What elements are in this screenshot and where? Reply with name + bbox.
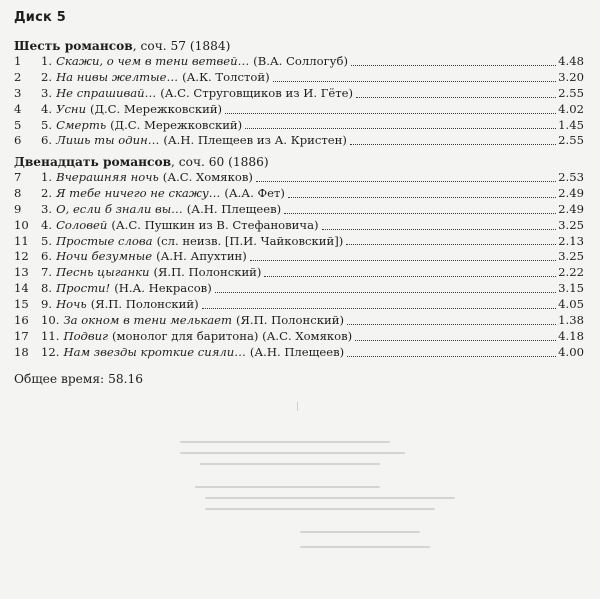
track-row bbox=[14, 297, 584, 313]
dot-leader bbox=[350, 143, 556, 145]
track-list bbox=[14, 170, 584, 361]
track-author: (А.А. Фет) bbox=[224, 185, 285, 200]
track-number: 3 bbox=[14, 85, 22, 100]
track-number: 14 bbox=[14, 281, 29, 296]
track-title: Ночь bbox=[56, 297, 87, 312]
track-duration: 2.53 bbox=[558, 170, 584, 184]
track-title: Прости! bbox=[56, 281, 111, 296]
track-entry bbox=[41, 313, 584, 329]
track-author: (А.Н. Плещеев) bbox=[186, 201, 282, 216]
track-entry bbox=[41, 118, 584, 134]
track-number: 15 bbox=[14, 297, 29, 312]
track-number: 10 bbox=[14, 217, 29, 232]
track-number: 13 bbox=[14, 265, 29, 280]
track-list bbox=[14, 54, 584, 149]
track-title: Подвиг bbox=[63, 328, 108, 343]
dot-leader bbox=[245, 127, 556, 129]
dot-leader bbox=[215, 291, 556, 293]
track-entry bbox=[41, 281, 584, 297]
show-through-mark bbox=[297, 402, 298, 411]
track-row bbox=[14, 265, 584, 281]
show-through-mark bbox=[205, 508, 435, 510]
track-duration: 2.55 bbox=[558, 133, 584, 148]
track-author: (В.А. Соллогуб) bbox=[253, 54, 349, 68]
section-heading bbox=[14, 154, 584, 170]
track-entry bbox=[41, 218, 584, 234]
track-row bbox=[14, 329, 584, 345]
section-opus: , соч. 57 (1884) bbox=[132, 39, 231, 53]
dot-leader bbox=[346, 243, 556, 245]
track-index: 5. bbox=[41, 233, 53, 248]
show-through-mark bbox=[300, 531, 420, 533]
track-lead bbox=[41, 54, 348, 70]
dot-leader bbox=[250, 259, 556, 261]
track-index: 6. bbox=[41, 249, 53, 264]
track-duration: 2.49 bbox=[558, 185, 584, 200]
track-entry bbox=[41, 249, 584, 265]
track-duration: 1.45 bbox=[558, 117, 584, 132]
total-time-label: Общее время: bbox=[14, 372, 105, 386]
track-lead bbox=[41, 102, 222, 118]
track-lead bbox=[41, 345, 344, 361]
track-author: (А.С. Хомяков) bbox=[162, 170, 253, 184]
track-index: 8. bbox=[41, 281, 53, 296]
track-lead bbox=[41, 313, 344, 329]
track-number: 1 bbox=[14, 54, 22, 68]
dot-leader bbox=[264, 275, 556, 277]
section-name: Шесть романсов bbox=[14, 39, 133, 53]
dot-leader bbox=[355, 339, 556, 341]
track-row bbox=[14, 118, 584, 134]
track-title: Песнь цыганки bbox=[56, 265, 150, 280]
track-row bbox=[14, 54, 584, 70]
track-duration: 2.55 bbox=[558, 85, 584, 100]
track-lead bbox=[41, 170, 253, 186]
track-index: 3. bbox=[41, 201, 53, 216]
dot-leader bbox=[347, 355, 556, 357]
track-index: 7. bbox=[41, 265, 53, 280]
dot-leader bbox=[284, 212, 556, 214]
track-number: 9 bbox=[14, 201, 22, 216]
track-duration: 3.25 bbox=[558, 249, 584, 264]
track-lead bbox=[41, 186, 285, 202]
track-title: Соловей bbox=[56, 217, 108, 232]
track-lead bbox=[41, 249, 247, 265]
track-author: (А.С. Струговщиков из И. Гёте) bbox=[160, 85, 354, 100]
track-row bbox=[14, 234, 584, 250]
track-row bbox=[14, 86, 584, 102]
track-title: Не спрашивай… bbox=[56, 85, 157, 100]
track-entry bbox=[41, 86, 584, 102]
dot-leader bbox=[288, 196, 556, 198]
dot-leader bbox=[225, 112, 556, 114]
track-title: О, если б знали вы… bbox=[56, 201, 183, 216]
track-index: 5. bbox=[41, 117, 53, 132]
track-row bbox=[14, 313, 584, 329]
track-duration: 2.13 bbox=[558, 233, 584, 248]
section-six-romances bbox=[14, 38, 584, 149]
track-row bbox=[14, 218, 584, 234]
track-title: Смерть bbox=[56, 117, 107, 132]
show-through-mark bbox=[300, 546, 430, 548]
track-index: 1. bbox=[41, 54, 53, 68]
track-index: 1. bbox=[41, 170, 53, 184]
track-lead bbox=[41, 297, 199, 313]
track-lead bbox=[41, 281, 212, 297]
dot-leader bbox=[322, 228, 557, 230]
track-index: 12. bbox=[41, 344, 60, 359]
track-index: 4. bbox=[41, 217, 53, 232]
disc-title: Диск 5 bbox=[14, 10, 66, 25]
track-number: 6 bbox=[14, 133, 22, 148]
track-title: Я тебе ничего не скажу… bbox=[56, 185, 221, 200]
track-entry bbox=[41, 102, 584, 118]
track-title: Лишь ты один… bbox=[56, 133, 160, 148]
dot-leader bbox=[273, 80, 557, 82]
section-twelve-romances bbox=[14, 154, 584, 361]
track-lead bbox=[41, 202, 281, 218]
dot-leader bbox=[202, 307, 557, 309]
track-row bbox=[14, 186, 584, 202]
track-lead bbox=[41, 118, 242, 134]
track-row bbox=[14, 281, 584, 297]
track-lead bbox=[41, 265, 261, 281]
section-heading bbox=[14, 38, 584, 54]
track-row bbox=[14, 202, 584, 218]
track-number: 16 bbox=[14, 313, 29, 328]
track-index: 4. bbox=[41, 101, 53, 116]
track-author: (Я.П. Полонский) bbox=[90, 297, 199, 312]
track-title: На нивы желтые… bbox=[56, 69, 179, 84]
track-row bbox=[14, 133, 584, 149]
track-author: (Д.С. Мережковский) bbox=[110, 117, 243, 132]
track-title: Скажи, о чем в тени ветвей… bbox=[56, 54, 250, 68]
section-opus: , соч. 60 (1886) bbox=[171, 155, 269, 169]
track-duration: 3.25 bbox=[558, 217, 584, 232]
track-duration: 4.48 bbox=[558, 54, 584, 68]
track-number: 5 bbox=[14, 117, 22, 132]
track-row bbox=[14, 102, 584, 118]
track-entry bbox=[41, 345, 584, 361]
show-through-mark bbox=[195, 486, 380, 488]
track-index: 10. bbox=[41, 313, 60, 328]
track-title: Нам звезды кроткие сияли… bbox=[63, 344, 246, 359]
show-through-mark bbox=[180, 441, 390, 443]
section-name: Двенадцать романсов bbox=[14, 155, 172, 169]
show-through-mark bbox=[200, 463, 380, 465]
track-index: 2. bbox=[41, 69, 53, 84]
track-number: 11 bbox=[14, 233, 29, 248]
track-duration: 4.00 bbox=[558, 344, 584, 359]
track-author: (А.К. Толстой) bbox=[182, 69, 270, 84]
dot-leader bbox=[347, 323, 556, 325]
track-lead bbox=[41, 329, 352, 345]
track-duration: 1.38 bbox=[558, 313, 584, 328]
track-row bbox=[14, 345, 584, 361]
track-author: (Д.С. Мережковский) bbox=[90, 101, 223, 116]
dot-leader bbox=[351, 64, 556, 66]
total-time bbox=[14, 372, 143, 386]
track-number: 2 bbox=[14, 69, 22, 84]
track-entry bbox=[41, 202, 584, 218]
track-lead bbox=[41, 70, 270, 86]
track-row bbox=[14, 170, 584, 186]
track-author: (А.Н. Плещеев) bbox=[249, 344, 345, 359]
track-number: 17 bbox=[14, 328, 29, 343]
track-author: (Н.А. Некрасов) bbox=[114, 281, 212, 296]
dot-leader bbox=[256, 180, 556, 182]
track-entry bbox=[41, 170, 584, 186]
track-index: 11. bbox=[41, 328, 60, 343]
track-title: Ночи безумные bbox=[56, 249, 153, 264]
track-duration: 2.22 bbox=[558, 265, 584, 280]
track-lead bbox=[41, 86, 353, 102]
track-lead bbox=[41, 234, 343, 250]
track-duration: 4.02 bbox=[558, 101, 584, 116]
track-lead bbox=[41, 218, 319, 234]
total-time-value: 58.16 bbox=[108, 372, 143, 386]
track-duration: 4.05 bbox=[558, 297, 584, 312]
track-author: (А.Н. Апухтин) bbox=[156, 249, 247, 264]
track-duration: 3.15 bbox=[558, 281, 584, 296]
track-author: (Я.П. Полонский) bbox=[153, 265, 262, 280]
track-index: 3. bbox=[41, 85, 53, 100]
track-row bbox=[14, 249, 584, 265]
track-title: Простые слова bbox=[56, 233, 153, 248]
track-entry bbox=[41, 186, 584, 202]
track-duration: 2.49 bbox=[558, 201, 584, 216]
dot-leader bbox=[356, 96, 556, 98]
track-row bbox=[14, 70, 584, 86]
track-entry bbox=[41, 234, 584, 250]
track-title: Усни bbox=[56, 101, 87, 116]
track-index: 6. bbox=[41, 133, 53, 148]
track-author: (монолог для баритона) (А.С. Хомяков) bbox=[111, 328, 353, 343]
track-number: 7 bbox=[14, 170, 22, 184]
track-entry bbox=[41, 265, 584, 281]
show-through-mark bbox=[180, 452, 405, 454]
show-through-mark bbox=[205, 497, 455, 499]
track-lead bbox=[41, 133, 347, 149]
track-entry bbox=[41, 329, 584, 345]
track-number: 12 bbox=[14, 249, 29, 264]
track-entry bbox=[41, 54, 584, 70]
track-duration: 4.18 bbox=[558, 328, 584, 343]
track-index: 9. bbox=[41, 297, 53, 312]
track-number: 18 bbox=[14, 344, 29, 359]
track-entry bbox=[41, 70, 584, 86]
track-entry bbox=[41, 297, 584, 313]
track-title: За окном в тени мелькает bbox=[63, 313, 233, 328]
track-author: (сл. неизв. [П.И. Чайковский]) bbox=[156, 233, 344, 248]
track-duration: 3.20 bbox=[558, 69, 584, 84]
track-index: 2. bbox=[41, 185, 53, 200]
track-entry bbox=[41, 133, 584, 149]
track-number: 8 bbox=[14, 185, 22, 200]
track-author: (А.С. Пушкин из В. Стефановича) bbox=[111, 217, 319, 232]
track-author: (Я.П. Полонский) bbox=[236, 313, 344, 328]
track-author: (А.Н. Плещеев из А. Кристен) bbox=[163, 133, 347, 148]
track-title: Вчерашняя ночь bbox=[56, 170, 159, 184]
track-number: 4 bbox=[14, 101, 22, 116]
